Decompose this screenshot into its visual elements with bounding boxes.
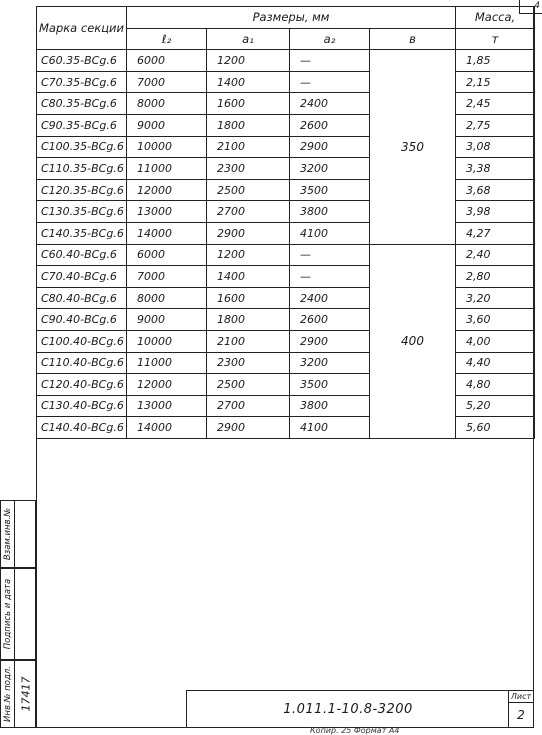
cell-l2: 9000: [127, 309, 207, 331]
table-row: [37, 374, 535, 396]
cell-l2: 7000: [127, 266, 207, 288]
stamp-signature-date: [0, 568, 36, 660]
cell-a2: 3200: [290, 158, 370, 180]
cell-mark: С90.35-ВСg.6: [37, 114, 127, 136]
stamp-inventory: [0, 660, 36, 728]
cell-l2: 6000: [127, 50, 207, 72]
cell-l2: 14000: [127, 417, 207, 439]
table-row: [37, 266, 535, 288]
cell-l2: 11000: [127, 158, 207, 180]
sheet-label: Лист: [510, 692, 532, 701]
cell-mass: 4,40: [456, 352, 535, 374]
cell-a1: 2900: [207, 222, 290, 244]
cell-l2: 10000: [127, 136, 207, 158]
table-row: [37, 114, 535, 136]
table-row: [37, 287, 535, 309]
header-mark: Марка секции: [37, 7, 127, 50]
cell-a1: 2500: [207, 374, 290, 396]
cell-a2: 2600: [290, 309, 370, 331]
cell-mass: 3,08: [456, 136, 535, 158]
cell-a2: 4100: [290, 222, 370, 244]
cell-a1: 2900: [207, 417, 290, 439]
document-code: 1.011.1-10.8-3200: [283, 701, 413, 717]
cell-mark: С110.40-ВСg.6: [37, 352, 127, 374]
header-a2: a₂: [290, 28, 370, 50]
stamp-inventory-value: 17417: [19, 676, 33, 712]
stamp-vzam-label: Взам.инв.№: [2, 507, 13, 561]
table-row: [37, 417, 535, 439]
stamp-inventory-label: Инв.№ подл.: [2, 666, 13, 722]
header-dimensions: Размеры, мм: [127, 7, 456, 29]
header-b: в: [370, 28, 456, 50]
cell-mass: 3,20: [456, 287, 535, 309]
cell-mass: 2,45: [456, 93, 535, 115]
table-row: [37, 309, 535, 331]
table-row: [37, 158, 535, 180]
cell-a1: 2300: [207, 158, 290, 180]
cell-l2: 11000: [127, 352, 207, 374]
cell-a2: 2400: [290, 287, 370, 309]
cell-mass: 4,00: [456, 330, 535, 352]
cell-mass: 4,27: [456, 222, 535, 244]
cell-b-group: 350: [370, 50, 456, 244]
cell-b-group: 400: [370, 244, 456, 438]
cell-l2: 8000: [127, 287, 207, 309]
title-block: [186, 690, 534, 728]
cell-mass: 3,60: [456, 309, 535, 331]
cell-a1: 1600: [207, 93, 290, 115]
cell-a2: 2600: [290, 114, 370, 136]
cell-mark: С140.35-ВСg.6: [37, 222, 127, 244]
table-row: [37, 201, 535, 223]
cell-mass: 2,75: [456, 114, 535, 136]
cell-l2: 13000: [127, 201, 207, 223]
cell-mark: С60.40-ВСg.6: [37, 244, 127, 266]
cell-mark: С90.40-ВСg.6: [37, 309, 127, 331]
cell-a2: —: [290, 266, 370, 288]
footer-format-note: Копир. 25 Формат А4: [310, 726, 400, 735]
table-row: [37, 395, 535, 417]
cell-mark: С60.35-ВСg.6: [37, 50, 127, 72]
stamp-vzam: [0, 500, 36, 568]
table-row: [37, 352, 535, 374]
cell-a2: 3800: [290, 395, 370, 417]
cell-a1: 2100: [207, 136, 290, 158]
cell-l2: 7000: [127, 71, 207, 93]
cell-mass: 2,15: [456, 71, 535, 93]
cell-a1: 1200: [207, 50, 290, 72]
cell-a1: 1600: [207, 287, 290, 309]
header-a1: a₁: [207, 28, 290, 50]
cell-a2: 3500: [290, 374, 370, 396]
table-row: [37, 71, 535, 93]
cell-mass: 2,80: [456, 266, 535, 288]
table-row: [37, 179, 535, 201]
cell-mark: С70.35-ВСg.6: [37, 71, 127, 93]
cell-a1: 2100: [207, 330, 290, 352]
table-row: [37, 93, 535, 115]
cell-a1: 1400: [207, 71, 290, 93]
cell-mark: С70.40-ВСg.6: [37, 266, 127, 288]
table-row: [37, 222, 535, 244]
sheet-cell: [508, 691, 533, 727]
cell-mass: 1,85: [456, 50, 535, 72]
section-spec-table: [36, 6, 535, 439]
cell-a1: 1200: [207, 244, 290, 266]
cell-a2: 2400: [290, 93, 370, 115]
header-mass-unit: т: [456, 28, 535, 50]
cell-mass: 5,20: [456, 395, 535, 417]
cell-l2: 8000: [127, 93, 207, 115]
cell-mark: С80.40-ВСg.6: [37, 287, 127, 309]
cell-l2: 6000: [127, 244, 207, 266]
cell-a2: 2900: [290, 330, 370, 352]
stamp-signature-label: Подпись и дата: [2, 578, 13, 650]
cell-l2: 12000: [127, 179, 207, 201]
cell-a2: —: [290, 244, 370, 266]
cell-mass: 2,40: [456, 244, 535, 266]
table-row: [37, 330, 535, 352]
table-row: [37, 136, 535, 158]
header-l2: ℓ₂: [127, 28, 207, 50]
header-mass: Масса,: [456, 7, 535, 29]
cell-a1: 2700: [207, 395, 290, 417]
cell-mark: С100.35-ВСg.6: [37, 136, 127, 158]
cell-mass: 5,60: [456, 417, 535, 439]
cell-a1: 2500: [207, 179, 290, 201]
cell-a2: 3200: [290, 352, 370, 374]
cell-l2: 10000: [127, 330, 207, 352]
cell-mark: С120.40-ВСg.6: [37, 374, 127, 396]
cell-mass: 3,98: [456, 201, 535, 223]
table-row: [37, 50, 535, 72]
cell-a1: 1400: [207, 266, 290, 288]
corner-sheet-mark: 4: [519, 0, 542, 14]
cell-a1: 2300: [207, 352, 290, 374]
cell-l2: 9000: [127, 114, 207, 136]
table-row: [37, 244, 535, 266]
cell-a1: 1800: [207, 309, 290, 331]
cell-mark: С110.35-ВСg.6: [37, 158, 127, 180]
cell-a2: 4100: [290, 417, 370, 439]
cell-a2: 3500: [290, 179, 370, 201]
cell-l2: 13000: [127, 395, 207, 417]
cell-mass: 3,68: [456, 179, 535, 201]
cell-l2: 12000: [127, 374, 207, 396]
cell-mass: 4,80: [456, 374, 535, 396]
cell-mark: С130.40-ВСg.6: [37, 395, 127, 417]
cell-mass: 3,38: [456, 158, 535, 180]
cell-a2: —: [290, 50, 370, 72]
cell-mark: С140.40-ВСg.6: [37, 417, 127, 439]
cell-a1: 1800: [207, 114, 290, 136]
cell-a2: 2900: [290, 136, 370, 158]
cell-a2: 3800: [290, 201, 370, 223]
cell-l2: 14000: [127, 222, 207, 244]
sheet-number: 2: [517, 708, 525, 722]
cell-mark: С130.35-ВСg.6: [37, 201, 127, 223]
cell-a1: 2700: [207, 201, 290, 223]
cell-mark: С80.35-ВСg.6: [37, 93, 127, 115]
cell-mark: С120.35-ВСg.6: [37, 179, 127, 201]
cell-a2: —: [290, 71, 370, 93]
cell-mark: С100.40-ВСg.6: [37, 330, 127, 352]
